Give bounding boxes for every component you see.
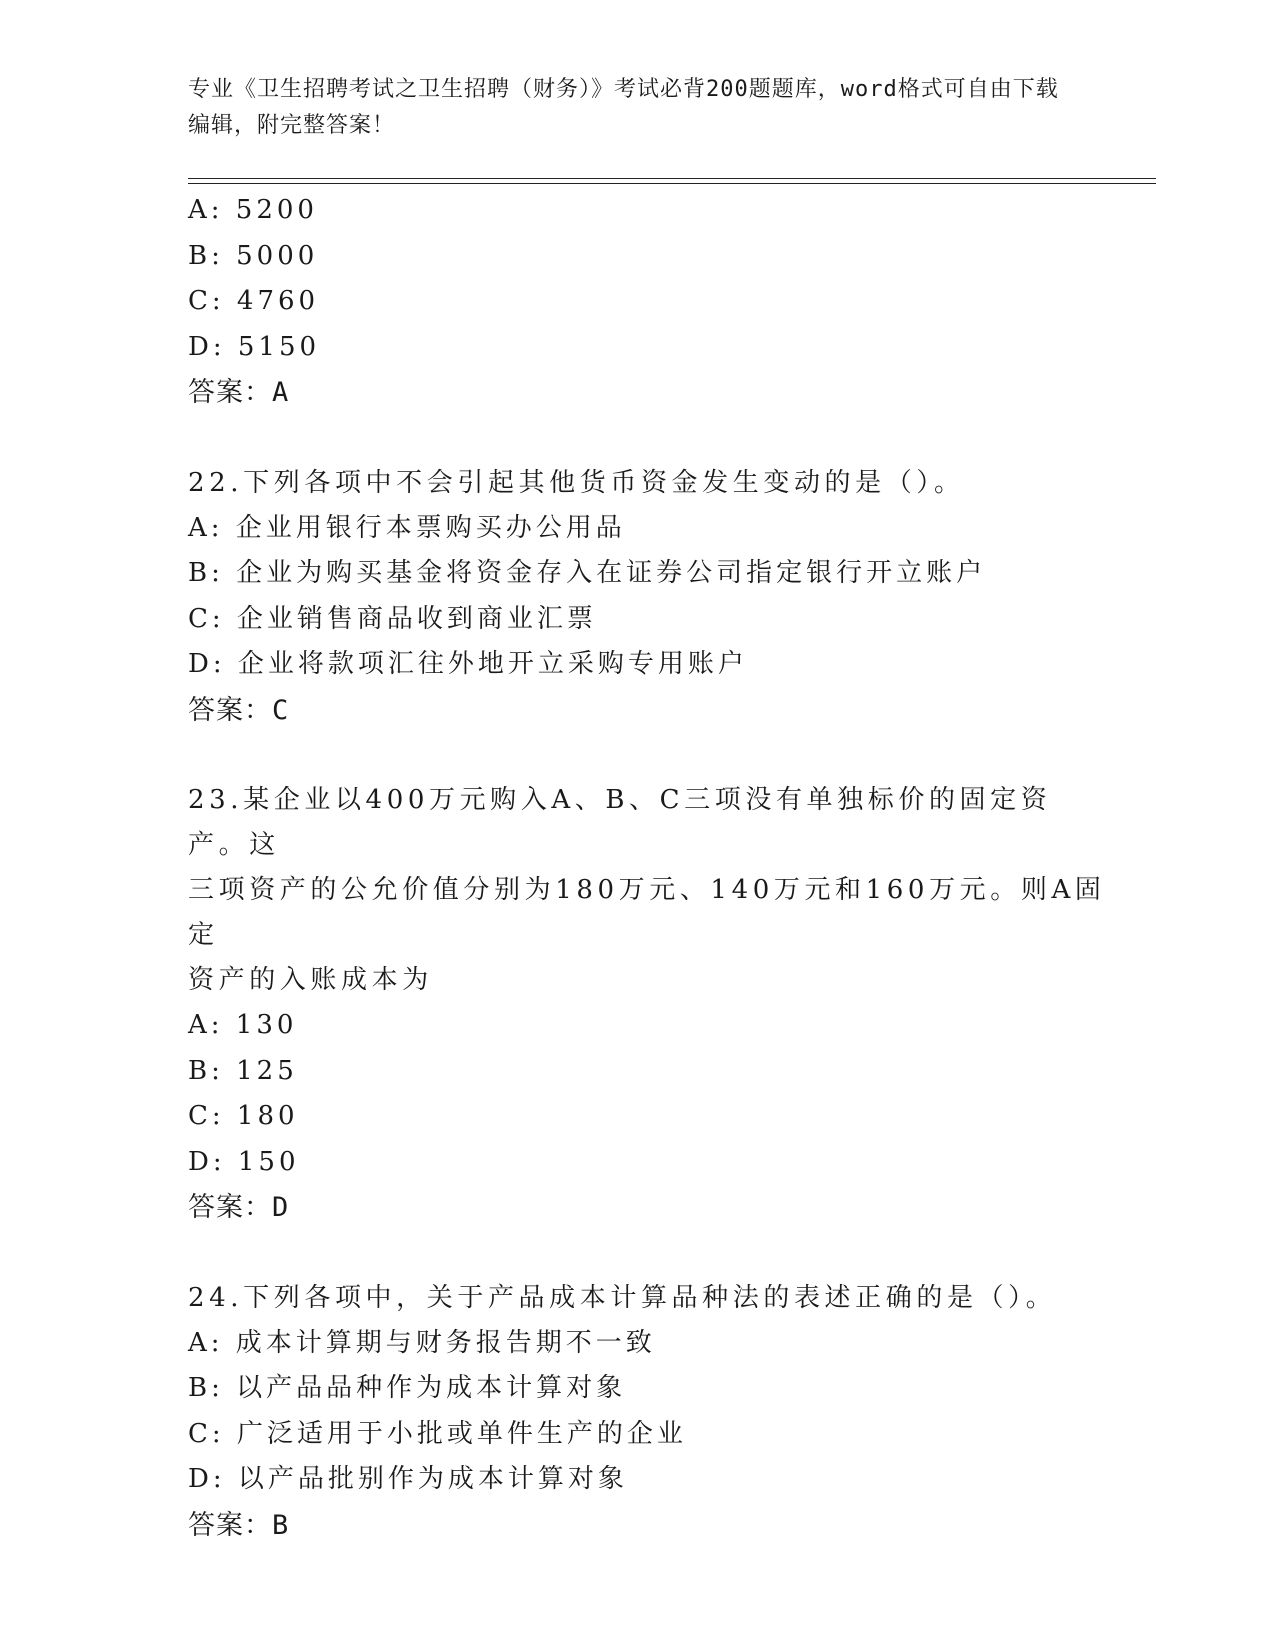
option-a: A: 5200	[188, 195, 318, 225]
option-d: D: 企业将款项汇往外地开立采购专用账户	[188, 649, 748, 679]
question-list	[188, 188, 1108, 1548]
answer: 答案：B	[188, 1509, 290, 1541]
question-stem: 22.下列各项中不会引起其他货币资金发生变动的是（）。	[188, 467, 965, 498]
spacer	[188, 1231, 1108, 1276]
option-c: C: 180	[188, 1101, 299, 1131]
option-b: B: 企业为购买基金将资金存入在证券公司指定银行开立账户	[188, 558, 987, 588]
spacer	[188, 416, 1108, 461]
document-header: 专业《卫生招聘考试之卫生招聘（财务）》考试必背200题题库，word格式可自由下载编辑，附完整答案！	[188, 77, 1059, 138]
question-stem-line-1: 23.某企业以400万元购入A、B、C三项没有单独标价的固定资产。这	[188, 785, 1052, 860]
option-d: D: 5150	[188, 331, 321, 362]
question-22	[188, 461, 1108, 734]
answer: 答案：D	[188, 1192, 290, 1223]
question-stem-line-3: 资产的入账成本为	[188, 965, 433, 995]
option-d: D: 150	[188, 1146, 300, 1177]
option-a: A: 成本计算期与财务报告期不一致	[188, 1327, 656, 1358]
option-b: B: 5000	[188, 240, 319, 271]
option-b: B: 以产品品种作为成本计算对象	[188, 1373, 627, 1403]
option-c: C: 4760	[188, 286, 320, 316]
option-b: B: 125	[188, 1055, 298, 1086]
question-24	[188, 1276, 1108, 1549]
option-d: D: 以产品批别作为成本计算对象	[188, 1464, 628, 1494]
option-c: C: 企业销售商品收到商业汇票	[188, 603, 597, 634]
spacer	[188, 733, 1108, 778]
question-stem-line-2: 三项资产的公允价值分别为180万元、140万元和160万元。则A固定	[188, 875, 1106, 950]
answer: 答案：C	[188, 694, 290, 726]
option-a: A: 130	[188, 1010, 298, 1040]
header-rule-top	[188, 178, 1156, 179]
question-stem: 24.下列各项中，关于产品成本计算品种法的表述正确的是（）。	[188, 1282, 1057, 1313]
option-c: C: 广泛适用于小批或单件生产的企业	[188, 1418, 687, 1449]
question-23	[188, 778, 1108, 1231]
header-rule-bottom	[188, 183, 1156, 184]
answer: 答案：A	[188, 377, 290, 408]
question-21	[188, 188, 1108, 416]
option-a: A: 企业用银行本票购买办公用品	[188, 512, 626, 543]
